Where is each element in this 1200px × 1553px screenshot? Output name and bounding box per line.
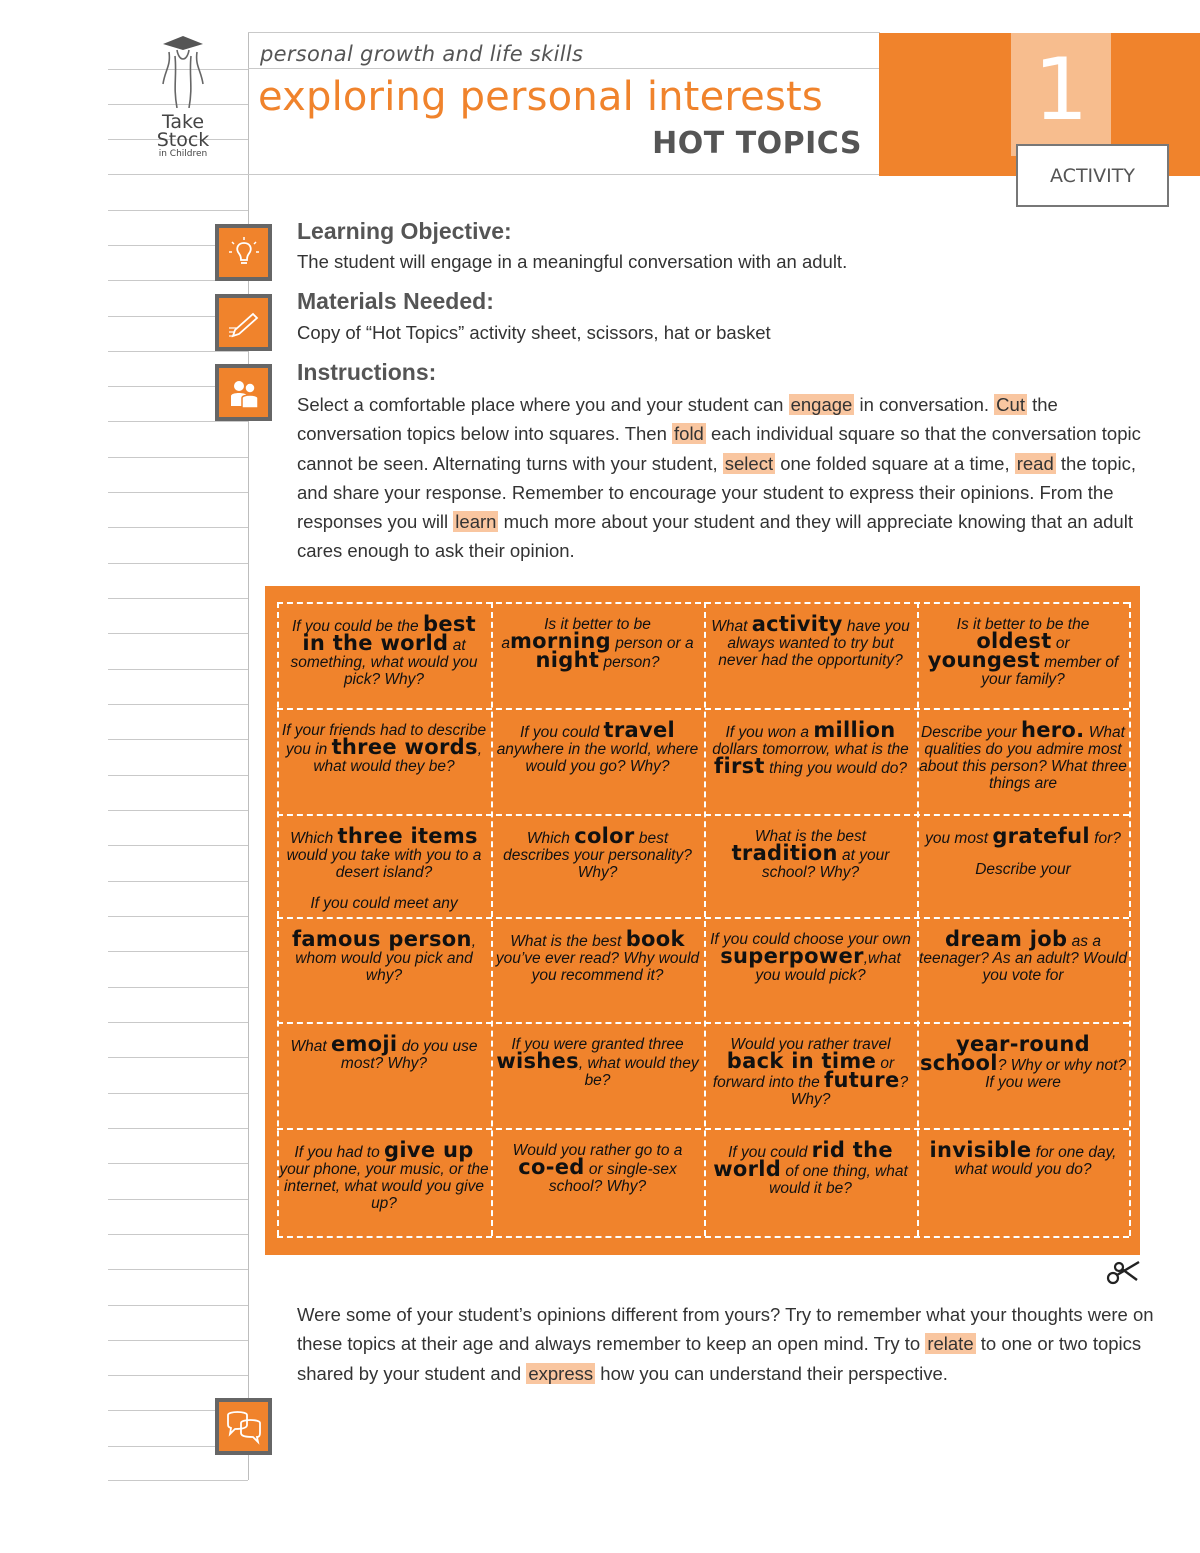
topic-text: If you had to: [294, 1144, 385, 1161]
cut-line: [917, 602, 919, 1236]
materials-text: Copy of “Hot Topics” activity sheet, scissors, hat or basket: [297, 322, 771, 343]
topic-card: [493, 718, 702, 775]
notebook-rule: [108, 598, 248, 599]
instr-text: the topic, and share your response. Remember to encourage your student to express their opinions. From the responses you will: [297, 452, 1136, 533]
topic-text: Describe your: [921, 724, 1021, 741]
materials-icon-frame: [215, 294, 272, 351]
lightbulb-icon: [227, 236, 261, 270]
speech-bubbles-icon: [225, 1409, 263, 1445]
topic-text: best describes your personality? Why?: [503, 830, 692, 881]
notebook-rule: [108, 704, 248, 705]
notebook-rule: [108, 1093, 248, 1094]
topic-text: or single-sex school? Why?: [548, 1161, 677, 1195]
notebook-rule: [108, 1128, 248, 1129]
topic-text: or forward into the: [712, 1055, 895, 1091]
header-rule: [248, 174, 880, 175]
notebook-rule: [108, 210, 248, 211]
topic-card: [279, 1138, 489, 1212]
notebook-rule: [108, 1480, 248, 1481]
topic-text: Is it better to be a: [501, 616, 651, 652]
notebook-rule: [108, 1022, 248, 1023]
topic-text: for one day, what would you do?: [954, 1144, 1117, 1178]
topic-card: [919, 1032, 1127, 1091]
topic-text: If you could: [728, 1144, 812, 1161]
notebook-rule: [108, 351, 248, 352]
topic-keyword: tradition: [731, 841, 838, 865]
topic-text: What is the best: [510, 933, 626, 950]
topic-keyword: first: [714, 754, 765, 778]
topic-text: ? Why?: [790, 1074, 909, 1108]
closing-part: how you can understand their perspective.: [595, 1362, 948, 1384]
notebook-rule: [108, 1234, 248, 1235]
topic-text: If you were granted three: [511, 1036, 684, 1053]
cut-line: [491, 602, 493, 1236]
instr-text: the conversation topics below into squares. Then: [297, 394, 1058, 445]
topic-text: of one thing, what would it be?: [769, 1163, 908, 1197]
objective-text: The student will engage in a meaningful conversation with an adult.: [297, 251, 848, 272]
topic-card: [919, 718, 1127, 792]
take-stock-logo: [148, 36, 218, 166]
cut-line: [277, 814, 1129, 816]
hot-topics-cards: [265, 586, 1140, 1255]
topic-text: If you could: [519, 724, 604, 741]
notebook-rule: [108, 1163, 248, 1164]
topic-card: [706, 718, 915, 778]
instr-text: one folded square at a time,: [775, 452, 1015, 474]
notebook-rule: [108, 1269, 248, 1270]
topic-keyword: night: [535, 648, 600, 672]
topic-text: at your school? Why?: [761, 847, 890, 881]
topic-text: at something, what would you pick? Why?: [290, 637, 478, 688]
topic-card: [706, 828, 915, 881]
highlight-cut: Cut: [996, 394, 1025, 415]
topic-keyword: grateful: [992, 824, 1090, 848]
notebook-rule: [108, 669, 248, 670]
topic-keyword: color: [574, 824, 635, 848]
logo-stock: Stock: [156, 129, 210, 151]
topic-text: ? Why or why not? If you were: [985, 1057, 1127, 1091]
cut-line: [277, 602, 279, 1236]
closing-part: to one or two topics shared by your student and: [297, 1333, 1142, 1384]
topic-keyword: morning: [510, 629, 611, 653]
topic-text: person?: [599, 654, 660, 671]
notebook-rule: [108, 174, 248, 175]
topic-text: What qualities do you admire most about this person? What three things are: [919, 724, 1127, 792]
topic-text: If you could choose your own: [710, 931, 911, 948]
topic-keyword: activity: [751, 612, 843, 636]
topic-keyword: rid the world: [713, 1138, 893, 1181]
topic-keyword: best: [422, 612, 476, 636]
notebook-rule: [108, 951, 248, 952]
instr-text: Select a comfortable place where you and your student can: [297, 394, 789, 415]
topic-text: Which: [526, 830, 575, 847]
cut-line: [277, 1236, 1129, 1238]
topic-keyword: back in time: [726, 1049, 877, 1073]
topic-text: you’ve ever read? Why would you recommend it?: [495, 950, 700, 984]
topic-keyword: hero.: [1020, 718, 1085, 742]
topic-text: , what would they be?: [578, 1055, 699, 1089]
logo-take: Take: [161, 111, 205, 133]
cut-line: [277, 917, 1129, 919]
topic-text: Which: [290, 830, 338, 847]
notebook-rule: [108, 527, 248, 528]
topic-text: ,what you would pick?: [755, 950, 901, 984]
notebook-rule: [108, 1375, 248, 1376]
topic-card: [919, 1138, 1127, 1178]
topic-keyword: three items: [337, 824, 478, 848]
topic-card: [279, 1032, 489, 1072]
topic-card: [493, 1142, 702, 1195]
topic-text: Is it better to be the: [956, 616, 1090, 633]
materials-heading: Materials Needed:: [297, 288, 494, 314]
topic-text: for?: [1089, 830, 1121, 847]
cut-line: [277, 708, 1129, 710]
instructions-icon-frame: [215, 364, 272, 421]
topic-keyword: travel: [603, 718, 676, 742]
instr-text: much more about your student and they will appreciate knowing that an adult cares enough to ask their opinion.: [297, 511, 1133, 562]
highlight-learn: learn: [455, 511, 497, 533]
topic-text: What: [711, 618, 752, 635]
topic-text: do you use most? Why?: [340, 1038, 478, 1072]
topic-text: your phone, your music, or the internet, what would you give up?: [279, 1161, 489, 1212]
pencil-icon: [227, 306, 261, 340]
topic-keyword: dream job: [945, 927, 1068, 951]
highlight-express: express: [528, 1362, 594, 1384]
topic-text: If you could meet any: [310, 895, 458, 912]
topic-card: [493, 927, 702, 984]
topic-keyword: three words: [331, 735, 478, 759]
topic-keyword: invisible: [929, 1138, 1032, 1162]
topic-text: dollars tomorrow, what is the: [712, 741, 909, 758]
topic-keyword: famous person: [291, 927, 472, 951]
topic-card: [279, 824, 489, 912]
cut-line: [277, 1128, 1129, 1130]
notebook-rule: [108, 1340, 248, 1341]
topic-card: [493, 824, 702, 881]
cut-line: [277, 1022, 1129, 1024]
highlight-fold: fold: [674, 423, 704, 445]
closing-part: Were some of your student’s opinions different from yours? Try to remember what your thoughts were on these topics at their age and always remember to keep an open mind. Try to: [297, 1304, 1154, 1355]
topic-keyword: oldest: [976, 629, 1052, 653]
highlight-relate: relate: [927, 1333, 974, 1355]
topic-keyword: youngest: [927, 648, 1040, 672]
spacer: [919, 847, 1127, 861]
topic-card: [919, 616, 1127, 688]
topic-card: [279, 722, 489, 775]
page-subtitle: HOT TOPICS: [652, 126, 862, 161]
topic-card: [706, 612, 915, 669]
topic-card: [279, 927, 489, 984]
instructions-text: [297, 390, 1157, 566]
topic-text: If you could be the: [292, 618, 423, 635]
topic-text: If your friends had to describe you in: [281, 722, 487, 758]
topic-keyword: book: [625, 927, 685, 951]
topic-card: [919, 927, 1127, 984]
instr-text: in conversation.: [854, 394, 995, 415]
notebook-rule: [108, 1057, 248, 1058]
topic-text: , whom would you pick and why?: [295, 933, 477, 984]
topic-keyword: co-ed: [518, 1155, 585, 1179]
notebook-rule: [108, 492, 248, 493]
page-title: exploring personal interests: [258, 74, 823, 120]
topic-keyword: emoji: [330, 1032, 398, 1056]
topic-keyword: wishes: [496, 1049, 579, 1073]
topic-keyword: year-round school: [919, 1032, 1090, 1075]
spacer: [279, 881, 489, 895]
discussion-icon-frame: [215, 1398, 272, 1455]
topic-text: What: [290, 1038, 331, 1055]
notebook-rule: [108, 633, 248, 634]
topic-text: Would you rather go to a: [512, 1142, 683, 1159]
closing-text: [297, 1300, 1157, 1388]
highlight-read: read: [1016, 452, 1054, 474]
topic-keyword: superpower: [720, 944, 864, 968]
notebook-rule: [108, 810, 248, 811]
topic-text: Would you rather travel: [730, 1036, 891, 1053]
notebook-rule: [108, 916, 248, 917]
instructions-heading: Instructions:: [297, 359, 437, 385]
topic-text: If you won a: [725, 724, 814, 741]
notebook-rule: [108, 1305, 248, 1306]
header-rule: [248, 32, 880, 33]
subject-label: personal growth and life skills: [260, 42, 584, 66]
topic-text: anywhere in the world, where would you go? Why?: [496, 741, 699, 775]
cut-line: [277, 602, 1129, 604]
topic-card: [919, 824, 1127, 878]
highlight-engage: engage: [790, 394, 853, 415]
activity-number: 1: [1033, 40, 1089, 140]
instr-text: each individual square so that the conversation topic cannot be seen. Alternating turns with your student,: [297, 423, 1141, 474]
notebook-rule: [108, 1199, 248, 1200]
notebook-rule: [108, 881, 248, 882]
logo-in-children: in Children: [158, 149, 208, 159]
topic-card: [706, 1138, 915, 1197]
topic-card: [493, 1036, 702, 1089]
topic-text: , what would they be?: [313, 741, 483, 775]
topic-keyword: future: [824, 1068, 900, 1092]
topic-card: [706, 931, 915, 984]
notebook-rule: [108, 845, 248, 846]
notebook-rule: [108, 739, 248, 740]
highlight-select: select: [724, 452, 774, 474]
topic-text: have you always wanted to try but never had the opportunity?: [718, 618, 910, 669]
notebook-rule: [108, 987, 248, 988]
topic-keyword: in the world: [302, 631, 449, 655]
topic-text: Describe your: [975, 861, 1071, 878]
topic-text: What is the best: [754, 828, 867, 845]
activity-label: ACTIVITY: [1016, 144, 1169, 207]
scissors-icon: [1105, 1258, 1141, 1288]
topic-text: member of your family?: [981, 654, 1119, 688]
notebook-rule: [108, 775, 248, 776]
graduate-figure-icon: [153, 36, 213, 108]
topic-card: [279, 612, 489, 688]
topic-text: person or a: [610, 635, 694, 652]
topic-text: as a teenager? As an adult? Would you vote for: [919, 933, 1127, 984]
header-rule: [248, 68, 880, 69]
topic-keyword: million: [813, 718, 896, 742]
objective-icon-frame: [215, 224, 272, 281]
topic-text: or: [1051, 635, 1070, 652]
topic-text: you most: [925, 830, 993, 847]
topic-card: [493, 616, 702, 671]
topic-text: would you take with you to a desert island?: [286, 847, 482, 881]
cut-line: [1129, 602, 1131, 1236]
topic-card: [706, 1036, 915, 1108]
notebook-rule: [108, 457, 248, 458]
notebook-rule: [108, 563, 248, 564]
cut-line: [704, 602, 706, 1236]
topic-text: thing you would do?: [764, 760, 907, 777]
notebook-rule: [108, 421, 248, 422]
objective-heading: Learning Objective:: [297, 218, 512, 244]
people-icon: [227, 376, 261, 410]
topic-keyword: give up: [384, 1138, 474, 1162]
